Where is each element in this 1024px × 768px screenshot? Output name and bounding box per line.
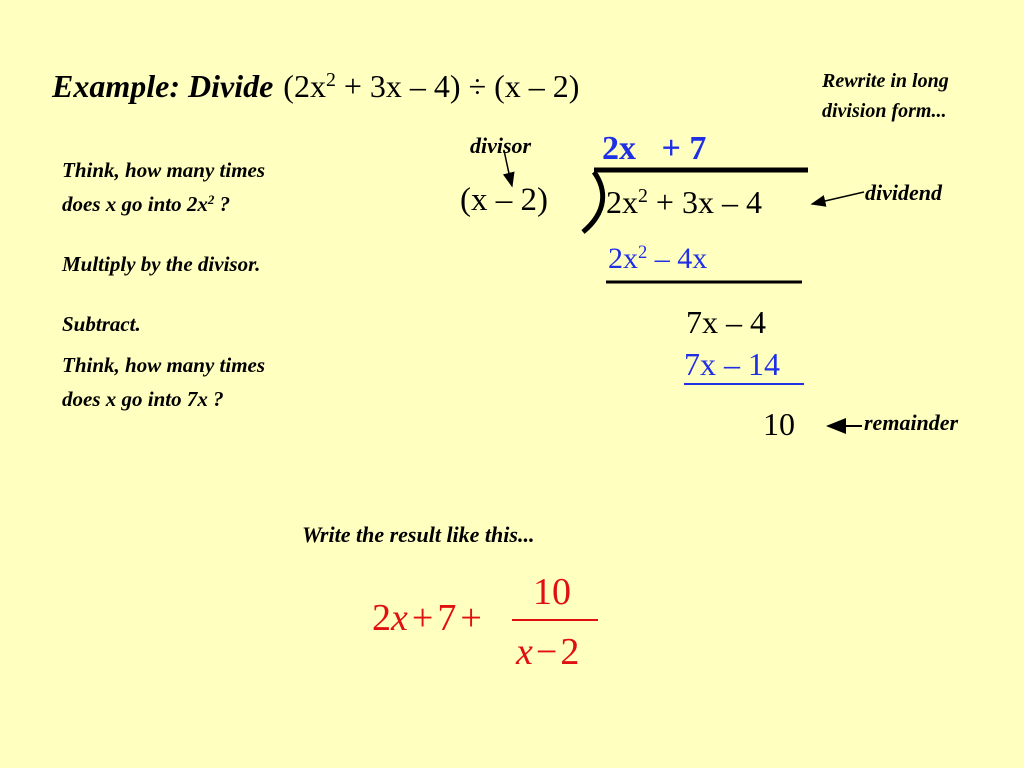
result-expression: [372, 596, 482, 640]
difference-1: 7x – 4: [686, 304, 766, 340]
dividend-a: 2x: [606, 184, 638, 220]
expr-sup: 2: [325, 69, 336, 92]
fraction-numerator: 10: [533, 571, 571, 613]
remainder-value: 10: [763, 406, 795, 442]
step-subtract: Subtract.: [62, 312, 141, 336]
den-minus: −: [535, 631, 558, 673]
product1-sup: 2: [638, 241, 648, 263]
division-bracket: [583, 172, 603, 232]
dividend-sup: 2: [638, 185, 648, 208]
den-two: 2: [560, 631, 580, 673]
fraction-denominator: [516, 630, 579, 674]
result-x: x: [391, 597, 408, 639]
dividend-label: dividend: [865, 180, 942, 205]
divisor-label: divisor: [470, 133, 532, 158]
result-seven: 7: [437, 597, 457, 639]
think1-line1: Think, how many times: [62, 158, 266, 182]
product-2: 7x – 14: [684, 346, 780, 382]
think2-line1: Think, how many times: [62, 353, 266, 377]
result-plus-2: +: [460, 597, 482, 639]
step-multiply: Multiply by the divisor.: [62, 252, 261, 276]
think2-line2: does x go into 7x ?: [62, 387, 224, 411]
result-caption: Write the result like this...: [302, 522, 535, 547]
den-x: x: [516, 631, 533, 673]
think1-qmark: ?: [214, 192, 231, 216]
quotient: 2x + 7: [602, 130, 707, 167]
divisor-arrow: [504, 150, 512, 186]
dividend-arrow: [812, 192, 864, 204]
rewrite-note-line1: Rewrite in long: [822, 70, 949, 92]
divisor-expr: (x – 2): [460, 182, 548, 218]
rewrite-note-line2: division form...: [822, 100, 947, 122]
think1-sup: 2: [207, 191, 215, 207]
expr-part-a: (2x: [283, 68, 326, 104]
remainder-label: remainder: [864, 410, 959, 435]
dividend-b: + 3x – 4: [647, 184, 762, 220]
product1-b: – 4x: [647, 242, 708, 275]
product1-a: 2x: [608, 242, 638, 275]
example-lead: Example: Divide: [52, 68, 274, 104]
think1-text: does x go into 2x: [62, 192, 208, 216]
expr-part-b: + 3x – 4) ÷ (x – 2): [335, 68, 580, 104]
result-plus-1: +: [411, 597, 434, 639]
result-two: 2: [372, 597, 391, 639]
